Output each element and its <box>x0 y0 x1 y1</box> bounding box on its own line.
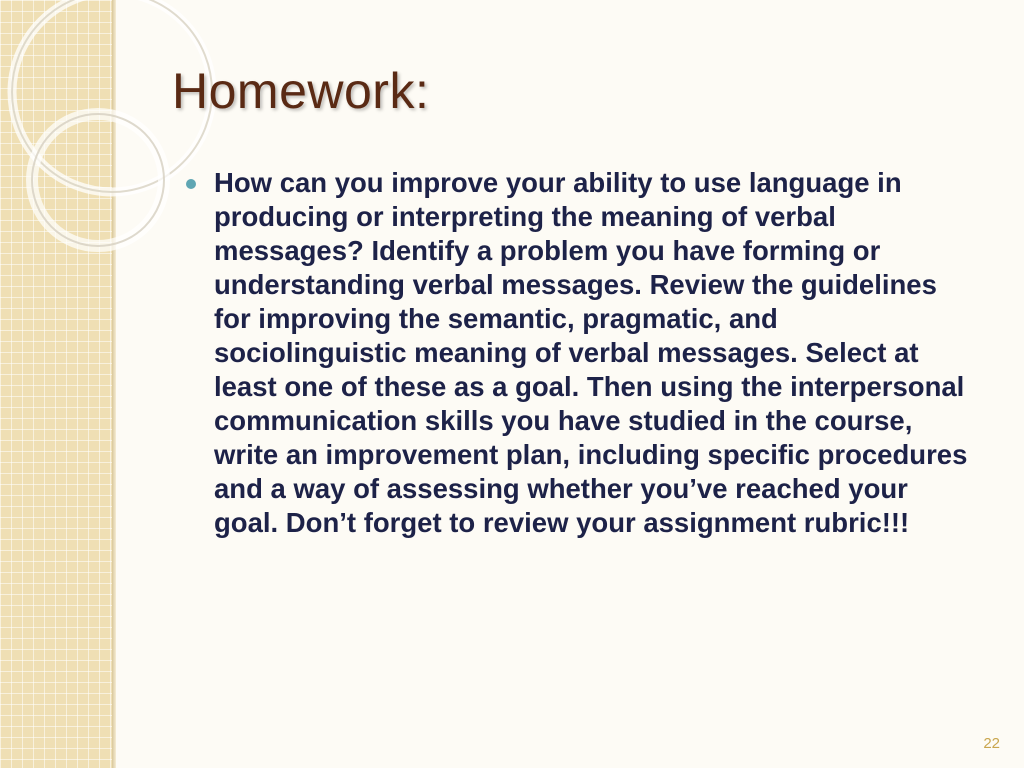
bullet-icon <box>186 179 196 189</box>
slide-content <box>182 166 972 540</box>
bullet-text: How can you improve your ability to use language in producing or interpreting the meaning of verbal messages? Identify a problem you have forming or understanding verbal messages. Review the guidelines for improving the semantic, pragmatic, and sociolinguistic meaning of verbal messages. Select at least one of these as a goal. Then using the interpersonal communication skills you have studied in the course, write an improvement plan, including specific procedures and a way of assessing whether you’ve reached your goal. Don’t forget to review your assignment rubric!!! <box>214 167 968 538</box>
decorative-circles <box>0 0 140 260</box>
bullet-item <box>182 166 972 540</box>
slide-title: Homework: <box>172 63 430 119</box>
slide-number: 22 <box>983 735 1000 752</box>
